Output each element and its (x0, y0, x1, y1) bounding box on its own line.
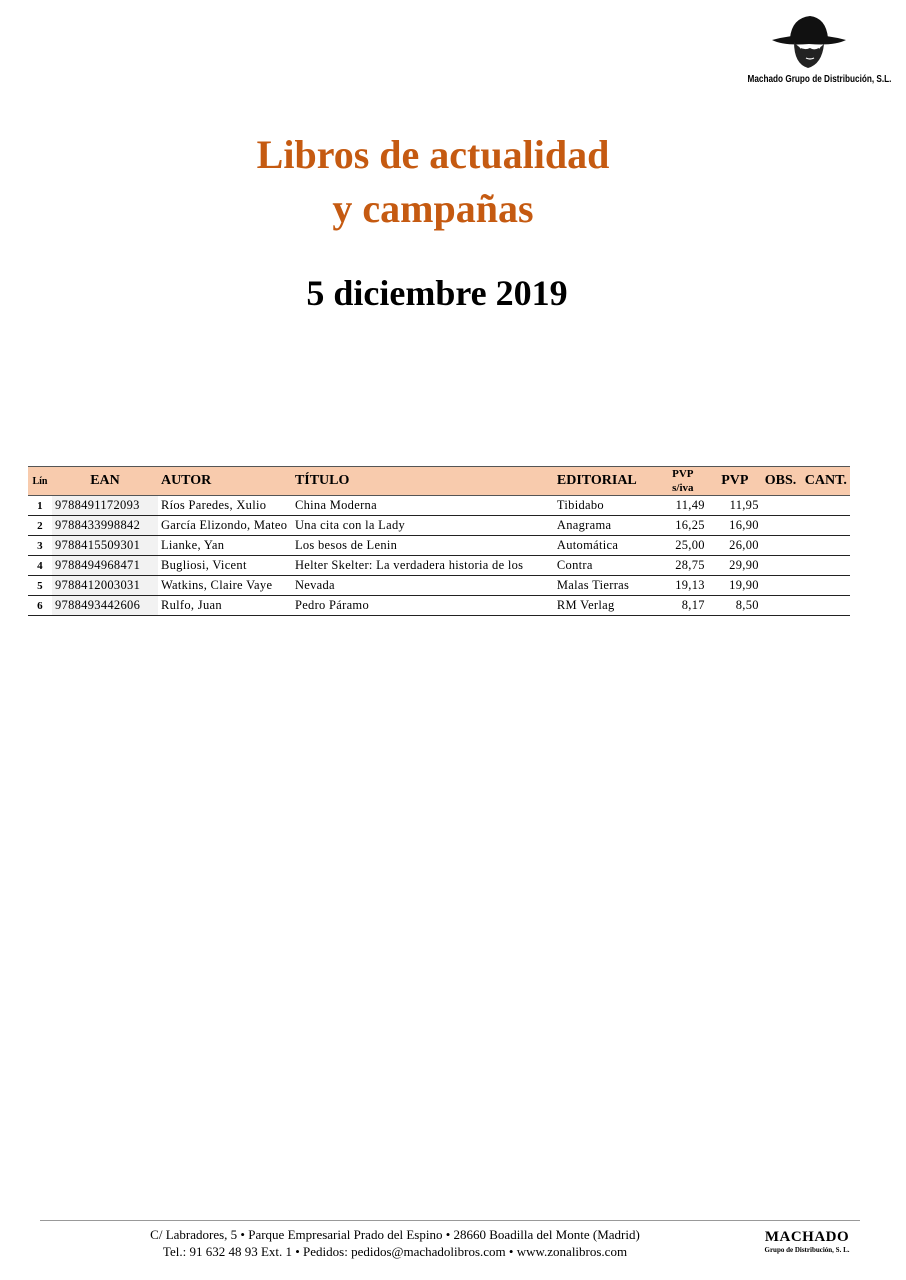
cell-pvp: 11,95 (708, 496, 762, 516)
cell-pvp-siva: 19,13 (658, 576, 708, 596)
table-row (28, 576, 850, 596)
table-row (28, 536, 850, 556)
footer-brand (752, 1229, 862, 1254)
cell-titulo: Helter Skelter: La verdadera historia de los (292, 556, 554, 576)
cell-pvp-siva: 11,49 (658, 496, 708, 516)
footer-contact (0, 1226, 790, 1260)
col-header-ean: EAN (52, 467, 158, 496)
cell-pvp: 16,90 (708, 516, 762, 536)
cell-editorial: RM Verlag (554, 596, 658, 616)
table-row (28, 556, 850, 576)
table-row (28, 516, 850, 536)
col-header-obs: OBS. (762, 467, 802, 496)
cell-obs[interactable] (762, 596, 802, 616)
footer-brand-sub: Grupo de Distribución, S. L. (764, 1246, 850, 1254)
page-title (0, 128, 866, 236)
footer-brand-name: MACHADO (764, 1229, 850, 1245)
footer-address: C/ Labradores, 5 • Parque Empresarial Prado del Espino • 28660 Boadilla del Monte (Madrid) (150, 1227, 640, 1242)
cell-pvp: 8,50 (708, 596, 762, 616)
col-header-lin: Lín (28, 467, 52, 496)
cell-titulo: Los besos de Lenin (292, 536, 554, 556)
cell-pvp: 26,00 (708, 536, 762, 556)
cell-lin: 6 (28, 596, 52, 616)
cell-obs[interactable] (762, 496, 802, 516)
title-line-2: y campañas (332, 186, 534, 231)
cell-pvp: 19,90 (708, 576, 762, 596)
cell-obs[interactable] (762, 556, 802, 576)
hat-man-logo-icon (764, 12, 854, 72)
cell-lin: 2 (28, 516, 52, 536)
cell-autor: Ríos Paredes, Xulio (158, 496, 292, 516)
cell-autor: García Elizondo, Mateo (158, 516, 292, 536)
cell-obs[interactable] (762, 576, 802, 596)
col-header-pvp-siva-line2: s/iva (672, 482, 694, 494)
cell-ean: 9788415509301 (52, 536, 158, 556)
cell-lin: 4 (28, 556, 52, 576)
cell-cant[interactable] (802, 496, 850, 516)
cell-titulo: Nevada (292, 576, 554, 596)
cell-ean: 9788491172093 (52, 496, 158, 516)
cell-pvp-siva: 16,25 (658, 516, 708, 536)
cell-cant[interactable] (802, 576, 850, 596)
page-date: 5 diciembre 2019 (306, 273, 568, 313)
cell-autor: Bugliosi, Vicent (158, 556, 292, 576)
table-row (28, 496, 850, 516)
cell-ean: 9788493442606 (52, 596, 158, 616)
footer-divider (40, 1220, 860, 1221)
cell-editorial: Contra (554, 556, 658, 576)
cell-titulo: China Moderna (292, 496, 554, 516)
cell-editorial: Anagrama (554, 516, 658, 536)
cell-editorial: Malas Tierras (554, 576, 658, 596)
cell-cant[interactable] (802, 596, 850, 616)
cell-autor: Watkins, Claire Vaye (158, 576, 292, 596)
cell-lin: 5 (28, 576, 52, 596)
col-header-pvp: PVP (708, 467, 762, 496)
col-header-pvp-siva-line1: PVP (672, 468, 694, 480)
col-header-cant: CANT. (802, 467, 850, 496)
books-table (28, 466, 850, 616)
cell-autor: Lianke, Yan (158, 536, 292, 556)
cell-ean: 9788433998842 (52, 516, 158, 536)
table-row (28, 596, 850, 616)
cell-editorial: Automática (554, 536, 658, 556)
cell-cant[interactable] (802, 536, 850, 556)
cell-ean: 9788494968471 (52, 556, 158, 576)
cell-obs[interactable] (762, 516, 802, 536)
table-header-row (28, 467, 850, 496)
cell-cant[interactable] (802, 516, 850, 536)
cell-cant[interactable] (802, 556, 850, 576)
company-logo (734, 12, 892, 94)
cell-pvp-siva: 28,75 (658, 556, 708, 576)
cell-editorial: Tibidabo (554, 496, 658, 516)
cell-lin: 1 (28, 496, 52, 516)
cell-titulo: Una cita con la Lady (292, 516, 554, 536)
cell-obs[interactable] (762, 536, 802, 556)
col-header-pvp-siva (658, 467, 708, 496)
title-line-1: Libros de actualidad (256, 132, 610, 177)
cell-pvp: 29,90 (708, 556, 762, 576)
footer-contact-line: Tel.: 91 632 48 93 Ext. 1 • Pedidos: pedidos@machadolibros.com • www.zonalibros.com (162, 1244, 628, 1259)
cell-pvp-siva: 8,17 (658, 596, 708, 616)
cell-autor: Rulfo, Juan (158, 596, 292, 616)
cell-lin: 3 (28, 536, 52, 556)
col-header-editorial: EDITORIAL (554, 467, 658, 496)
cell-pvp-siva: 25,00 (658, 536, 708, 556)
col-header-titulo: TÍTULO (292, 467, 554, 496)
col-header-autor: AUTOR (158, 467, 292, 496)
cell-ean: 9788412003031 (52, 576, 158, 596)
logo-text: Machado Grupo de Distribución, S.L. (747, 74, 892, 85)
cell-titulo: Pedro Páramo (292, 596, 554, 616)
